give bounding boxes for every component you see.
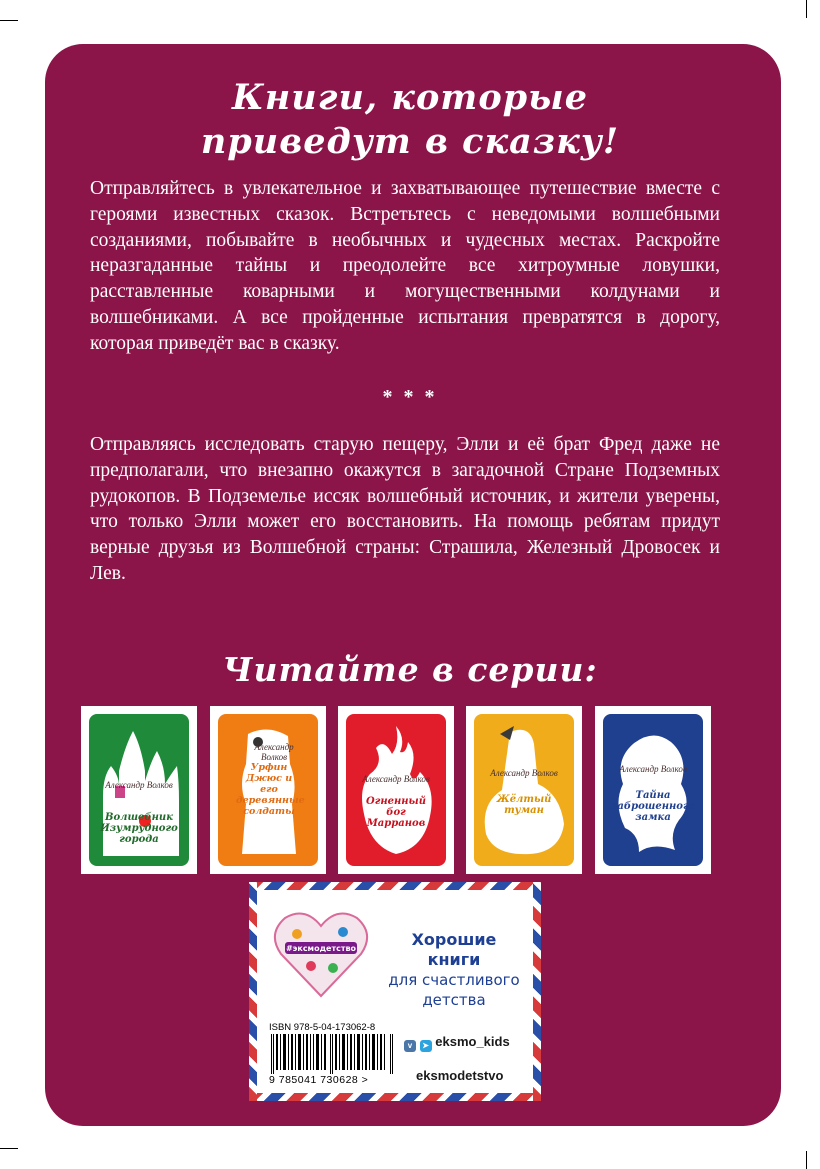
- title-line-2: приведут в сказку!: [200, 121, 620, 162]
- book-3-title: Огненный бог Марранов: [365, 796, 426, 829]
- social-handle-text: eksmo_kids: [435, 1034, 510, 1049]
- book-2-author: Александр Волков: [254, 742, 294, 762]
- telegram-icon: ➤: [420, 1040, 432, 1052]
- slogan-line-1: Хорошие: [411, 930, 497, 949]
- separator: * * *: [382, 386, 438, 408]
- book-2-cover-art: [218, 714, 318, 866]
- book-3-author: Александр Волков: [362, 774, 430, 784]
- book-1-title: Волшебник Изумрудного города: [100, 812, 178, 845]
- series-heading: Читайте в серии:: [222, 650, 598, 689]
- publisher-label: [249, 882, 541, 1101]
- site-handle: eksmodetstvo: [416, 1068, 504, 1083]
- airmail-border-bottom: [249, 1093, 541, 1101]
- title-line-1: Книги, которые: [231, 77, 589, 118]
- book-3-cover-art: [346, 714, 446, 866]
- isbn: ISBN 978-5-04-173062-8: [269, 1022, 376, 1033]
- heart-hashtag: #эксмодетство: [285, 944, 357, 953]
- book-cover-5[interactable]: [595, 706, 711, 874]
- book-1-cover-art: [89, 714, 189, 866]
- series-description: Отправляйтесь в увлекательное и захватывающее путешествие вместе с героями известных сказок. Встретьтесь с неведомыми волшебными созданиями, побывайте в необычных и чудесных местах. Раскройте неразгаданные тайны и преодолейте все хитроумные ловушки, расставленные коварными и могущественными колдунами и волшебниками. А все пройденные испытания превратятся в дорогу, которая приведёт вас в сказку.: [90, 178, 720, 354]
- book-cover-2[interactable]: [210, 706, 326, 874]
- vk-icon: v: [404, 1040, 416, 1052]
- book-cover-1[interactable]: [81, 706, 197, 874]
- slogan: [379, 930, 529, 1010]
- airmail-border-right: [533, 882, 541, 1101]
- barcode-number: 9 785041 730628 >: [269, 1074, 369, 1086]
- book-5-title: Тайна заброшенного замка: [611, 790, 696, 823]
- flame-silhouette-icon: [354, 724, 438, 858]
- crop-mark: [0, 1148, 18, 1149]
- book-4-title: Жёлтый туман: [496, 794, 552, 816]
- slogan-line-4: детства: [422, 991, 486, 1009]
- airmail-border-left: [249, 882, 257, 1101]
- social-handle: [404, 1034, 510, 1052]
- book-2-title: Урфин Джюс и его деревянные солдаты: [236, 762, 305, 817]
- book-annotation: Отправляясь исследовать старую пещеру, Элли и её брат Фред даже не предполагали, что внезапно окажутся в загадочной Стране Подземных рудокопов. В Подземелье иссяк волшебный источник, и жители уверены, что только Элли может его восстановить. На помощь ребятам придут верные друзья из Волшебной страны: Страшила, Железный Дровосек и Лев.: [90, 434, 720, 584]
- crop-mark: [806, 0, 807, 18]
- airmail-border-top: [249, 882, 541, 890]
- heart-logo-icon: [271, 904, 371, 1004]
- slogan-line-3: для счастливого: [388, 971, 520, 989]
- cloud-silhouette-icon: [480, 724, 568, 858]
- book-cover-3[interactable]: [338, 706, 454, 874]
- barcode-icon: [269, 1034, 397, 1074]
- book-5-author: Александр Волков: [619, 764, 687, 774]
- book-4-author: Александр Волков: [490, 768, 558, 778]
- slogan-line-2: книги: [427, 950, 481, 969]
- book-4-cover-art: [474, 714, 574, 866]
- page-title: [0, 76, 820, 164]
- crop-mark: [0, 20, 18, 21]
- crop-mark: [806, 1151, 807, 1169]
- book-5-cover-art: [603, 714, 703, 866]
- book-cover-4[interactable]: [466, 706, 582, 874]
- book-1-author: Александр Волков: [105, 780, 173, 790]
